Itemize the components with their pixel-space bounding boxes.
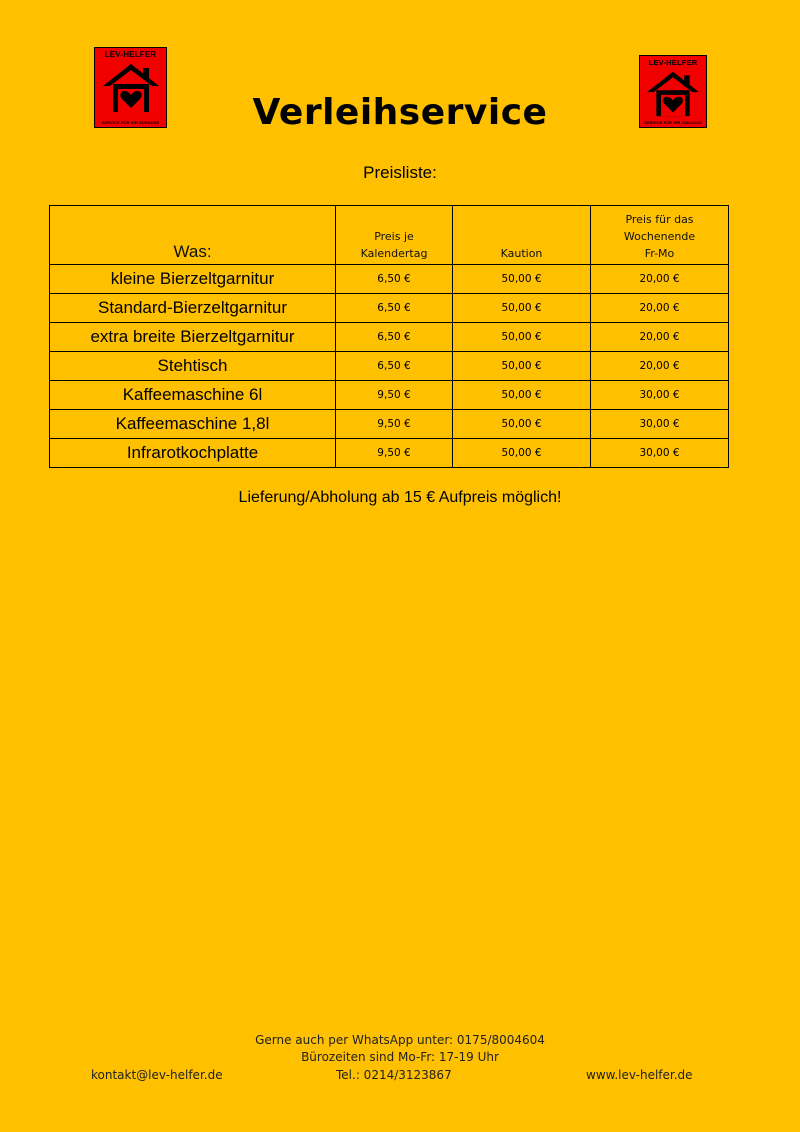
table-row [50, 381, 729, 410]
footer-email-link[interactable]: kontakt@lev-helfer.de [91, 1068, 223, 1082]
price-per-day: 9,50 € [336, 439, 453, 468]
footer-office-hours: Bürozeiten sind Mo-Fr: 17-19 Uhr [301, 1050, 499, 1064]
column-header-weekend-line1: Preis für das [625, 213, 694, 226]
table-row [50, 294, 729, 323]
table-row [50, 439, 729, 468]
deposit: 50,00 € [453, 294, 591, 323]
column-header-deposit: Kaution [453, 206, 591, 265]
item-name: kleine Bierzeltgarnitur [50, 265, 336, 294]
item-name: Stehtisch [50, 352, 336, 381]
page-title: Verleihservice [252, 92, 548, 133]
column-header-per-day-line2: Kalendertag [360, 247, 428, 260]
price-weekend: 20,00 € [591, 265, 729, 294]
footer-phone: Tel.: 0214/3123867 [336, 1068, 452, 1082]
deposit: 50,00 € [453, 352, 591, 381]
item-name: Kaffeemaschine 1,8l [50, 410, 336, 439]
column-header-item: Was: [50, 206, 336, 265]
footer-website-link[interactable]: www.lev-helfer.de [586, 1068, 693, 1082]
price-per-day: 6,50 € [336, 265, 453, 294]
price-per-day: 6,50 € [336, 294, 453, 323]
item-name: Infrarotkochplatte [50, 439, 336, 468]
column-header-weekend-line3: Fr-Mo [644, 247, 675, 260]
price-weekend: 30,00 € [591, 381, 729, 410]
column-header-per-day-line1: Preis je [374, 230, 414, 243]
column-header-weekend-line2: Wochenende [623, 230, 696, 243]
deposit: 50,00 € [453, 323, 591, 352]
price-per-day: 6,50 € [336, 352, 453, 381]
item-name: Kaffeemaschine 6l [50, 381, 336, 410]
price-weekend: 30,00 € [591, 439, 729, 468]
price-weekend: 20,00 € [591, 352, 729, 381]
deposit: 50,00 € [453, 381, 591, 410]
table-row [50, 265, 729, 294]
price-list-label: Preisliste: [363, 163, 437, 182]
column-header-weekend [591, 206, 729, 265]
logo-text: LEV-HELFER [104, 50, 157, 59]
item-name: Standard-Bierzeltgarnitur [50, 294, 336, 323]
price-weekend: 20,00 € [591, 323, 729, 352]
deposit: 50,00 € [453, 265, 591, 294]
deposit: 50,00 € [453, 410, 591, 439]
table-row [50, 410, 729, 439]
price-weekend: 30,00 € [591, 410, 729, 439]
price-per-day: 9,50 € [336, 381, 453, 410]
logo-text: LEV-HELFER [648, 58, 698, 67]
table-row [50, 352, 729, 381]
footer-whatsapp: Gerne auch per WhatsApp unter: 0175/8004604 [255, 1033, 545, 1047]
table-row [50, 323, 729, 352]
delivery-note: Lieferung/Abholung ab 15 € Aufpreis möglich! [238, 489, 562, 506]
price-per-day: 9,50 € [336, 410, 453, 439]
column-header-per-day [336, 206, 453, 265]
price-per-day: 6,50 € [336, 323, 453, 352]
logo-tagline: SERVICE FÜR IHR ZUHAUSE [644, 120, 702, 125]
logo-tagline: SERVICE FÜR IHR ZUHAUSE [101, 120, 160, 125]
price-table [49, 205, 729, 468]
table-header-row [50, 206, 729, 265]
deposit: 50,00 € [453, 439, 591, 468]
price-weekend: 20,00 € [591, 294, 729, 323]
item-name: extra breite Bierzeltgarnitur [50, 323, 336, 352]
